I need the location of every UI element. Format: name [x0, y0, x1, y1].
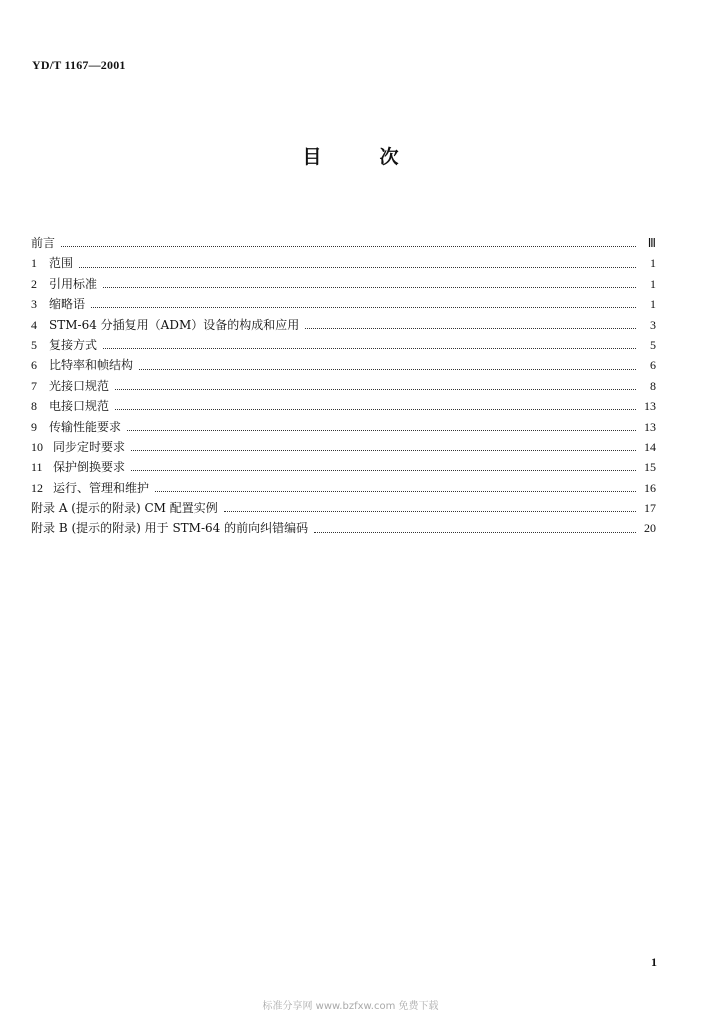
toc-entry-number: 11	[31, 460, 43, 475]
watermark-text: 标准分享网 www.bzfxw.com 免费下载	[262, 1001, 439, 1012]
toc-dot-leader	[155, 490, 636, 492]
toc-entry-page: 15	[644, 460, 656, 475]
toc-entry-page: 6	[650, 358, 656, 373]
toc-entry-number: 3	[31, 297, 37, 312]
toc-entry-number: 10	[31, 439, 43, 454]
toc-entry-page: 17	[644, 501, 656, 516]
toc-entry-number: 4	[31, 317, 37, 332]
toc-entry-number: 8	[31, 399, 37, 414]
title-char-2: 次	[379, 146, 399, 168]
toc-entry-page: 14	[644, 439, 656, 454]
title-char-1: 目	[302, 146, 322, 168]
document-code: YD/T 1167—2001	[32, 58, 126, 72]
toc-dot-leader	[103, 347, 636, 349]
page-title	[0, 142, 701, 169]
toc-entry-page: 1	[650, 256, 656, 271]
toc-entry[interactable]	[31, 457, 656, 477]
toc-entry-label: 范围	[49, 256, 74, 271]
toc-entry-label: 电接口规范	[49, 399, 110, 414]
toc-entry-number: 7	[31, 378, 37, 393]
toc-dot-leader	[61, 245, 636, 247]
toc-dot-leader	[127, 429, 636, 431]
toc-entry-page: 1	[650, 297, 656, 312]
toc-dot-leader	[131, 449, 636, 451]
toc-entry-label: 缩略语	[49, 297, 86, 312]
toc-entry-label: 复接方式	[49, 337, 98, 352]
toc-entry-label: STM-64 分插复用（ADM）设备的构成和应用	[49, 317, 300, 332]
toc-entry-label: 传输性能要求	[49, 419, 122, 434]
toc-dot-leader	[79, 266, 636, 268]
toc-entry[interactable]	[31, 355, 656, 375]
toc-dot-leader	[91, 306, 636, 308]
toc-entry-number: 1	[31, 256, 37, 271]
toc-entry[interactable]	[31, 376, 656, 396]
toc-entry-label: 保护倒换要求	[53, 460, 126, 475]
toc-entry[interactable]	[31, 396, 656, 416]
toc-entry-page: 13	[644, 419, 656, 434]
toc-entry-page: 13	[644, 399, 656, 414]
toc-entry-page: 1	[650, 276, 656, 291]
toc-entry-page: 16	[644, 480, 656, 495]
page-number: 1	[651, 955, 657, 969]
toc-dot-leader	[103, 286, 636, 288]
toc-entry[interactable]	[31, 274, 656, 294]
toc-dot-leader	[115, 388, 636, 390]
toc-entry-label: 运行、管理和维护	[53, 480, 150, 495]
toc-entry[interactable]	[31, 498, 656, 518]
toc-entry-number: 9	[31, 419, 37, 434]
toc-entry-number: 2	[31, 276, 37, 291]
toc-entry-label: 光接口规范	[49, 378, 110, 393]
toc-entry-page: 8	[650, 378, 656, 393]
toc-dot-leader	[139, 368, 636, 370]
toc-entry[interactable]	[31, 478, 656, 498]
toc-dot-leader	[305, 327, 636, 329]
toc-entry[interactable]	[31, 437, 656, 457]
toc-dot-leader	[224, 510, 636, 512]
toc-dot-leader	[131, 469, 636, 471]
toc-entry[interactable]	[31, 233, 656, 253]
toc-entry[interactable]	[31, 417, 656, 437]
table-of-contents	[31, 233, 656, 539]
toc-entry-number: 6	[31, 358, 37, 373]
toc-entry-label: 同步定时要求	[53, 439, 126, 454]
toc-entry-label: 前言	[31, 236, 56, 250]
toc-entry-number: 5	[31, 337, 37, 352]
toc-entry-label: 附录 A (提示的附录) CM 配置实例	[31, 501, 218, 516]
toc-entry[interactable]	[31, 294, 656, 314]
toc-entry-label: 引用标准	[49, 276, 98, 291]
toc-entry-page: 20	[644, 521, 656, 536]
toc-entry[interactable]	[31, 253, 656, 273]
toc-entry[interactable]	[31, 335, 656, 355]
toc-entry-page: Ⅲ	[647, 236, 656, 250]
toc-entry-page: 5	[650, 337, 656, 352]
toc-entry-page: 3	[650, 317, 656, 332]
toc-dot-leader	[314, 531, 636, 533]
toc-entry[interactable]	[31, 518, 656, 538]
toc-entry-label: 比特率和帧结构	[49, 358, 134, 373]
toc-entry-number: 12	[31, 480, 43, 495]
toc-entry-label: 附录 B (提示的附录) 用于 STM-64 的前向纠错编码	[31, 521, 309, 536]
toc-dot-leader	[115, 408, 636, 410]
toc-entry[interactable]	[31, 315, 656, 335]
